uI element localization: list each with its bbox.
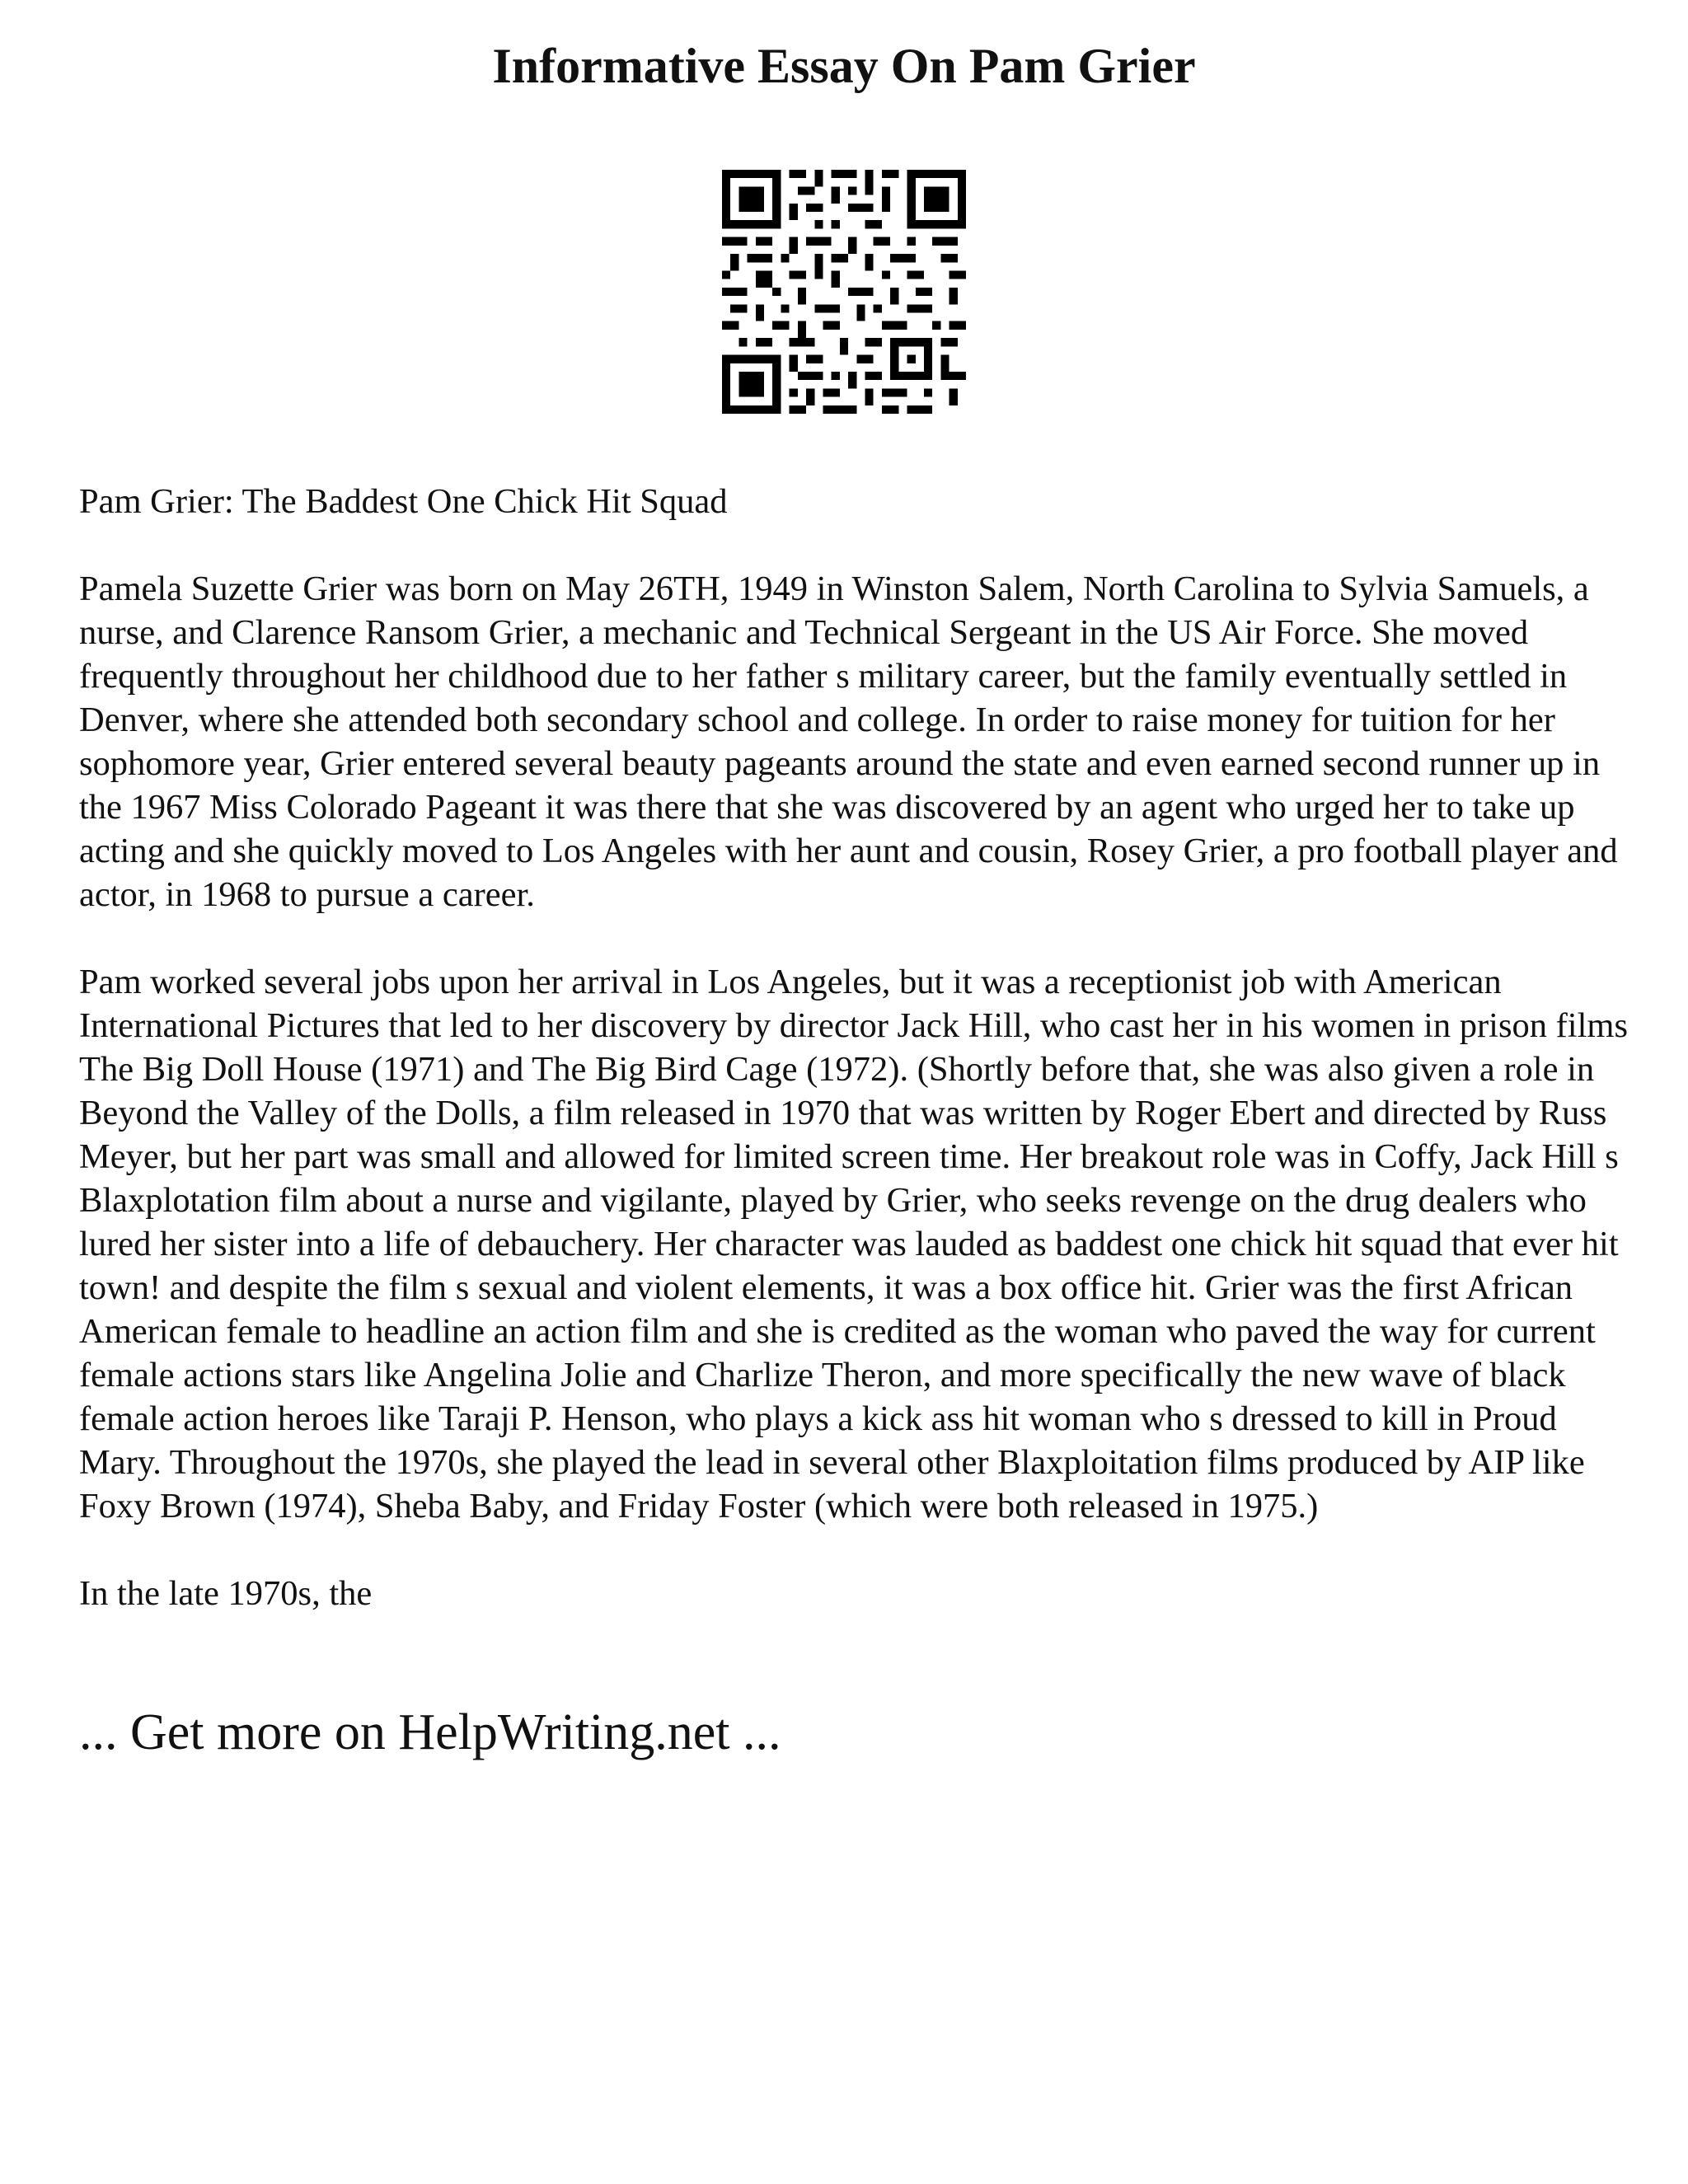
essay-paragraph-1: Pamela Suzette Grier was born on May 26TH, 1949 in Winston Salem, North Carolina to Sylvia Samuels, a nurse, and Clarence Ransom Grier, a mechanic and Technical Sergeant in the US Air Force. She moved frequently throughout her childhood due to her father s military career, but the family eventually settled in Denver, where she attended both secondary school and college. In order to raise money for tuition for her sophomore year, Grier entered several beauty pageants around the state and even earned second runner up in the 1967 Miss Colorado Pageant it was there that she was discovered by an agent who urged her to take up acting and she quickly moved to Los Angeles with her aunt and cousin, Rosey Grier, a pro football player and actor, in 1968 to pursue a career. bbox=[79, 569, 1618, 914]
essay-body bbox=[79, 480, 1629, 1659]
get-more-link[interactable]: ... Get more on HelpWriting.net ... bbox=[79, 1704, 781, 1760]
essay-subtitle: Pam Grier: The Baddest One Chick Hit Squad bbox=[79, 482, 728, 521]
page-title: Informative Essay On Pam Grier bbox=[492, 39, 1196, 93]
qr-code-icon bbox=[722, 170, 966, 414]
essay-paragraph-3: In the late 1970s, the bbox=[79, 1574, 373, 1613]
essay-paragraph-2: Pam worked several jobs upon her arrival in Los Angeles, but it was a receptionist job with American International Pictures that led to her discovery by director Jack Hill, who cast her in his women in prison films The Big Doll House (1971) and The Big Bird Cage (1972). (Shortly before that, she was also given a role in Beyond the Valley of the Dolls, a film released in 1970 that was written by Roger Ebert and directed by Russ Meyer, but her part was small and allowed for limited screen time. Her breakout role was in Coffy, Jack Hill s Blaxplotation film about a nurse and vigilante, played by Grier, who seeks revenge on the drug dealers who lured her sister into a life of debauchery. Her character was lauded as baddest one chick hit squad that ever hit town! and despite the film s sexual and violent elements, it was a box office hit. Grier was the first African American female to headline an action film and she is credited as the woman who paved the way for current female actions stars like Angelina Jolie and Charlize Theron, and more specifically the new wave of black female action heroes like Taraji P. Henson, who plays a kick ass hit woman who s dressed to kill in Proud Mary. Throughout the 1970s, she played the lead in several other Blaxploitation films produced by AIP like Foxy Brown (1974), Sheba Baby, and Friday Foster (which were both released in 1975.) bbox=[79, 963, 1629, 1526]
